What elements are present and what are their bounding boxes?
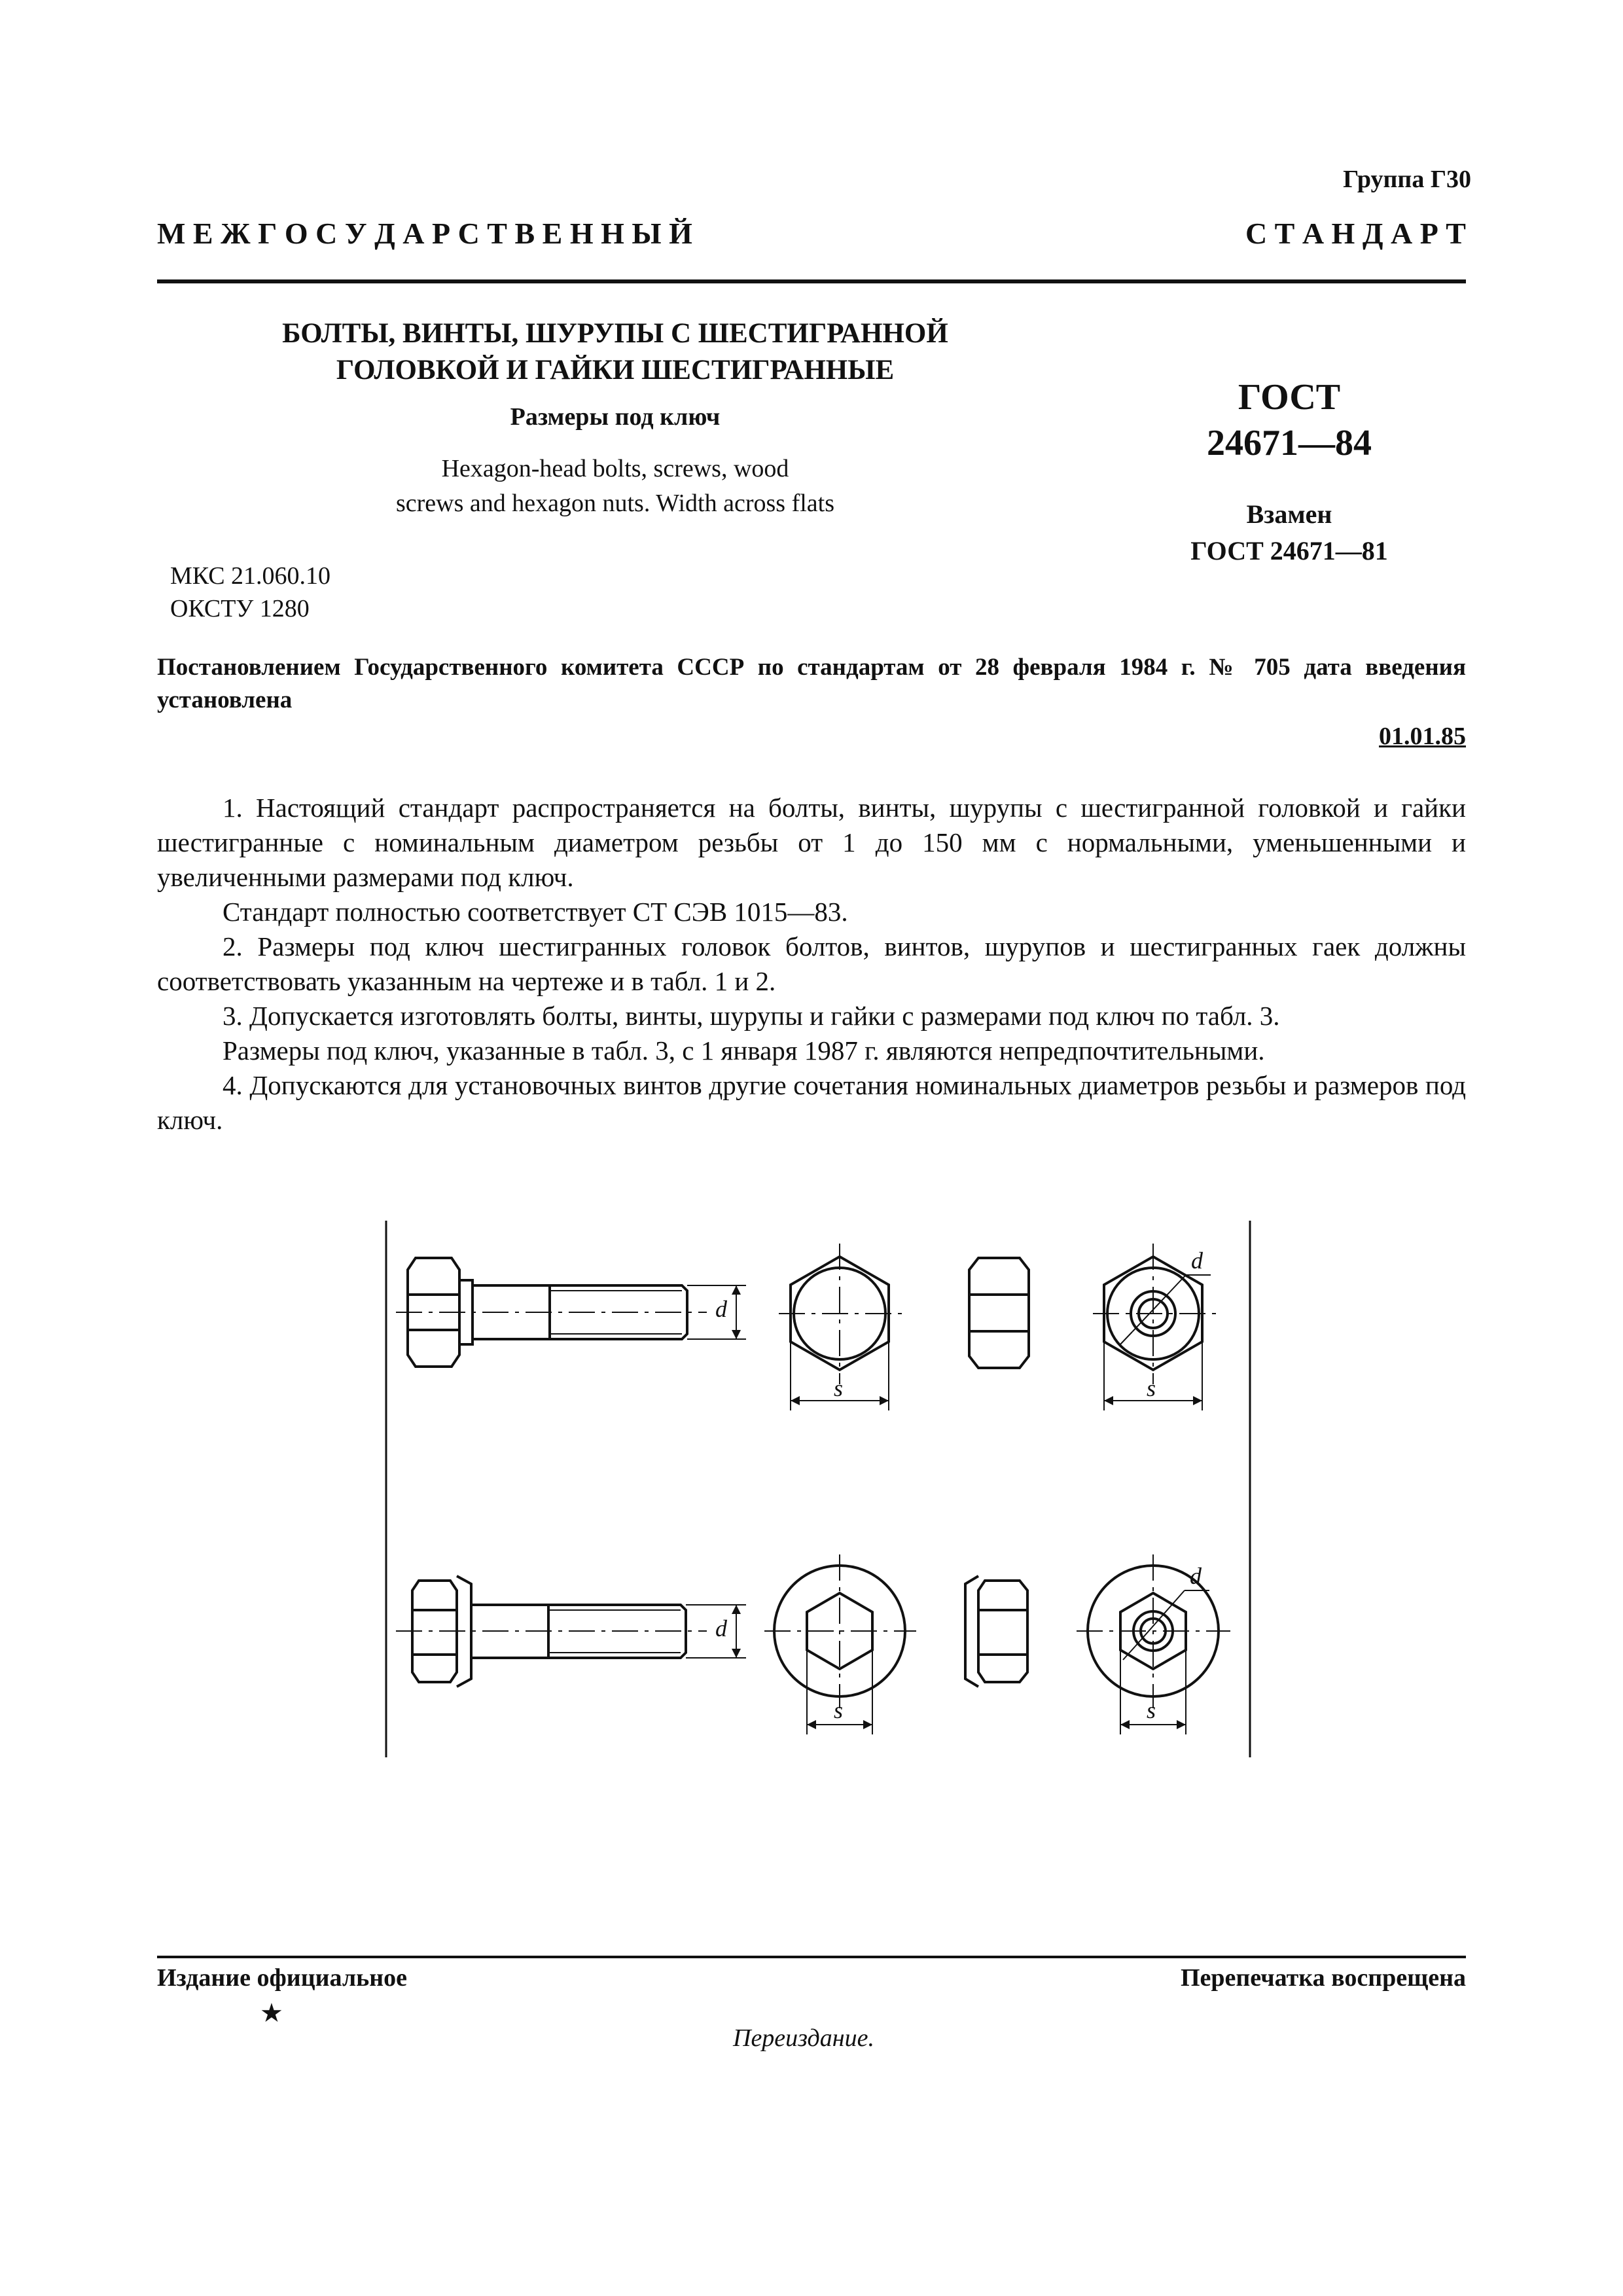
gost-designation <box>1113 374 1466 466</box>
fastener-drawing <box>380 1217 1257 1774</box>
banner-word-interstate: М Е Ж Г О С У Д А Р С Т В Е Н Н Ы Й <box>157 217 692 250</box>
nut-side-view <box>969 1258 1029 1368</box>
document-subtitle: Размеры под ключ <box>510 403 721 431</box>
document-title <box>196 315 1034 389</box>
flange-nut-side-view <box>965 1576 1027 1687</box>
nut-s-label: s <box>1147 1375 1156 1401</box>
gost-number: 24671—84 <box>1207 423 1372 463</box>
mks-code: МКС 21.060.10 <box>170 562 331 590</box>
replaces-label: Взамен <box>1246 499 1332 529</box>
decree-text: Постановлением Государственного комитета СССР по стандартам от 28 февраля 1984 г. № 705 дата введения установлена <box>157 654 1466 713</box>
okstu-code: ОКСТУ 1280 <box>170 595 310 622</box>
gost-label: ГОСТ <box>1238 377 1341 418</box>
flange-head-s-label: s <box>834 1697 844 1723</box>
interstate-standard-banner <box>157 216 1466 251</box>
english-title-line-1: Hexagon-head bolts, screws, wood <box>441 455 789 482</box>
title-line-1: БОЛТЫ, ВИНТЫ, ШУРУПЫ С ШЕСТИГРАННОЙ <box>282 318 948 349</box>
star-icon: ★ <box>260 1998 283 2028</box>
group-code: Группа Г30 <box>1343 166 1471 193</box>
paragraph-3: 3. Допускается изготовлять болты, винты, шурупы и гайки с размерами под ключ по табл. 3. <box>223 1001 1280 1031</box>
flange-nut-s-label: s <box>1147 1697 1156 1723</box>
bolt-d-label: d <box>715 1296 727 1322</box>
banner-word-standard: С Т А Н Д А Р Т <box>1245 217 1466 250</box>
flange-bolt-d-label: d <box>715 1615 727 1641</box>
flange-nut-d-label: d <box>1190 1563 1202 1589</box>
header-rule <box>157 279 1466 283</box>
body-text <box>157 791 1466 1138</box>
footer-rule <box>157 1956 1466 1958</box>
replaces-number: ГОСТ 24671—81 <box>1190 536 1388 565</box>
official-edition: Издание официальное <box>157 1964 408 1992</box>
paragraph-3-note: Размеры под ключ, указанные в табл. 3, с 1 января 1987 г. являются непредпочтительными. <box>223 1035 1265 1066</box>
reissue-note: Переиздание. <box>733 2024 874 2052</box>
paragraph-2: 2. Размеры под ключ шестигранных головок болтов, винтов, шурупов и шестигранных гаек должны соответствовать указанным на чертеже и в табл. 1 и 2. <box>157 931 1466 996</box>
english-title <box>288 452 942 521</box>
bolt-side-view <box>396 1258 746 1367</box>
paragraph-4: 4. Допускаются для установочных винтов другие сочетания номинальных диаметров резьбы и размеров под ключ. <box>157 1070 1466 1135</box>
paragraph-1-note: Стандарт полностью соответствует СТ СЭВ 1015—83. <box>223 897 848 927</box>
title-line-2: ГОЛОВКОЙ И ГАЙКИ ШЕСТИГРАННЫЕ <box>336 355 895 386</box>
classification-codes <box>170 560 330 625</box>
hex-head-s-label: s <box>834 1375 844 1401</box>
paragraph-1: 1. Настоящий стандарт распространяется на болты, винты, шурупы с шестигранной головкой и гайки шестигранные с номинальным диаметром резьбы от 1 до 150 мм с нормальными, уменьшенными и увеличенными размерами под ключ. <box>157 793 1466 892</box>
effective-date: 01.01.85 <box>1379 723 1466 750</box>
english-title-line-2: screws and hexagon nuts. Width across flats <box>395 490 834 517</box>
reprint-prohibited: Перепечатка воспрещена <box>1180 1964 1466 1992</box>
replaces-designation <box>1086 496 1492 569</box>
flange-bolt-side-view <box>396 1576 746 1687</box>
nut-d-label: d <box>1191 1247 1203 1274</box>
